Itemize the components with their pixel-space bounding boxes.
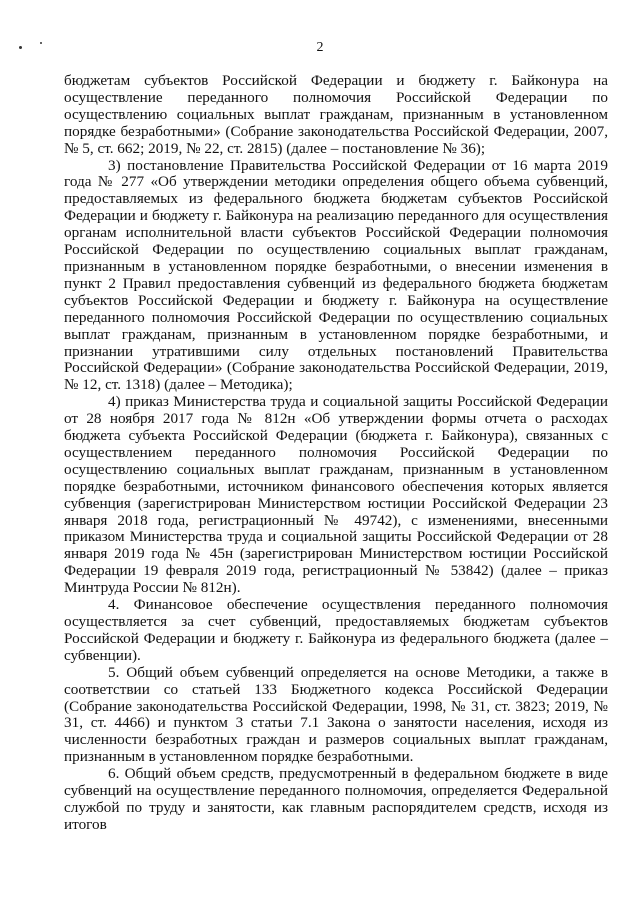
page-number: 2 — [316, 40, 324, 55]
paragraph: 5. Общий объем субвенций определяется на основе Методики, а также в соответствии со статьей 133 Бюджетного кодекса Российской Федерации (Собрание законодательства Российской Федерации, 1998, № 31, ст. 3823; 2019, № 31, ст. 4466) и пунктом 3 статьи 7.1 Закона о занятости населения, исходя из численности безработных граждан и размеров социальных выплат гражданам, признанным в установленном порядке безработными. — [64, 663, 608, 766]
paragraph: бюджетам субъектов Российской Федерации и бюджету г. Байконура на осуществление переданного полномочия Российской Федерации по осуществлению социальных выплат гражданам, признанным в установленном порядке безработными» (Собрание законодательства Российской Федерации, 2007, № 5, ст. 662; 2019, № 22, ст. 2815) (далее – постановление № 36); — [64, 72, 608, 157]
paragraph: 3) постановление Правительства Российской Федерации от 16 марта 2019 года № 277 «Об утверждении методики определения общего объема субвенций, предоставляемых из федерального бюджета бюджетам субъектов Российской Федерации и бюджету г. Байконура на реализацию переданного для осуществления органам исполнительной власти субъектов Российской Федерации полномочия Российской Федерации по осуществлению социальных выплат гражданам, признанным в установленном порядке безработными, о внесении изменения в пункт 2 Правил предоставления субвенций из федерального бюджета бюджетам субъектов Российской Федерации и бюджету г. Байконура на осуществление переданного полномочия Российской Федерации по осуществлению социальных выплат гражданам, признанным в установленном порядке безработными, и признании утратившими силу отдельных постановлений Правительства Российской Федерации» (Собрание законодательства Российской Федерации, 2019, № 12, ст. 1318) (далее – Методика); — [64, 156, 608, 394]
paragraph: 4) приказ Министерства труда и социальной защиты Российской Федерации от 28 ноября 2017 года № 812н «Об утверждении формы отчета о расходах бюджета субъекта Российской Федерации (бюджета г. Байконура), связанных с осуществлением переданного полномочия Российской Федерации по осуществлению социальных выплат гражданам, признанным в установленном порядке безработными, источником финансового обеспечения которых является субвенция (зарегистрирован Министерством юстиции Российской Федерации 23 января 2018 года, регистрационный № 49742), с изменениями, внесенными приказом Министерства труда и социальной защиты Российской Федерации от 28 января 2019 года № 45н (зарегистрирован Министерством юстиции Российской Федерации 19 февраля 2019 года, регистрационный № 53842) (далее – приказ Минтруда России № 812н). — [64, 393, 608, 597]
document-body — [64, 73, 608, 834]
paragraph: 6. Общий объем средств, предусмотренный в федеральном бюджете в виде субвенций на осуществление переданного полномочия, определяется Федеральной службой по труду и занятости, как главным распорядителем средств, исходя из итогов — [64, 765, 608, 833]
paragraph: 4. Финансовое обеспечение осуществления переданного полномочия осуществляется за счет субвенций, предоставляемых бюджетам субъектов Российской Федерации и бюджету г. Байконура из федерального бюджета (далее – субвенции). — [64, 596, 608, 664]
